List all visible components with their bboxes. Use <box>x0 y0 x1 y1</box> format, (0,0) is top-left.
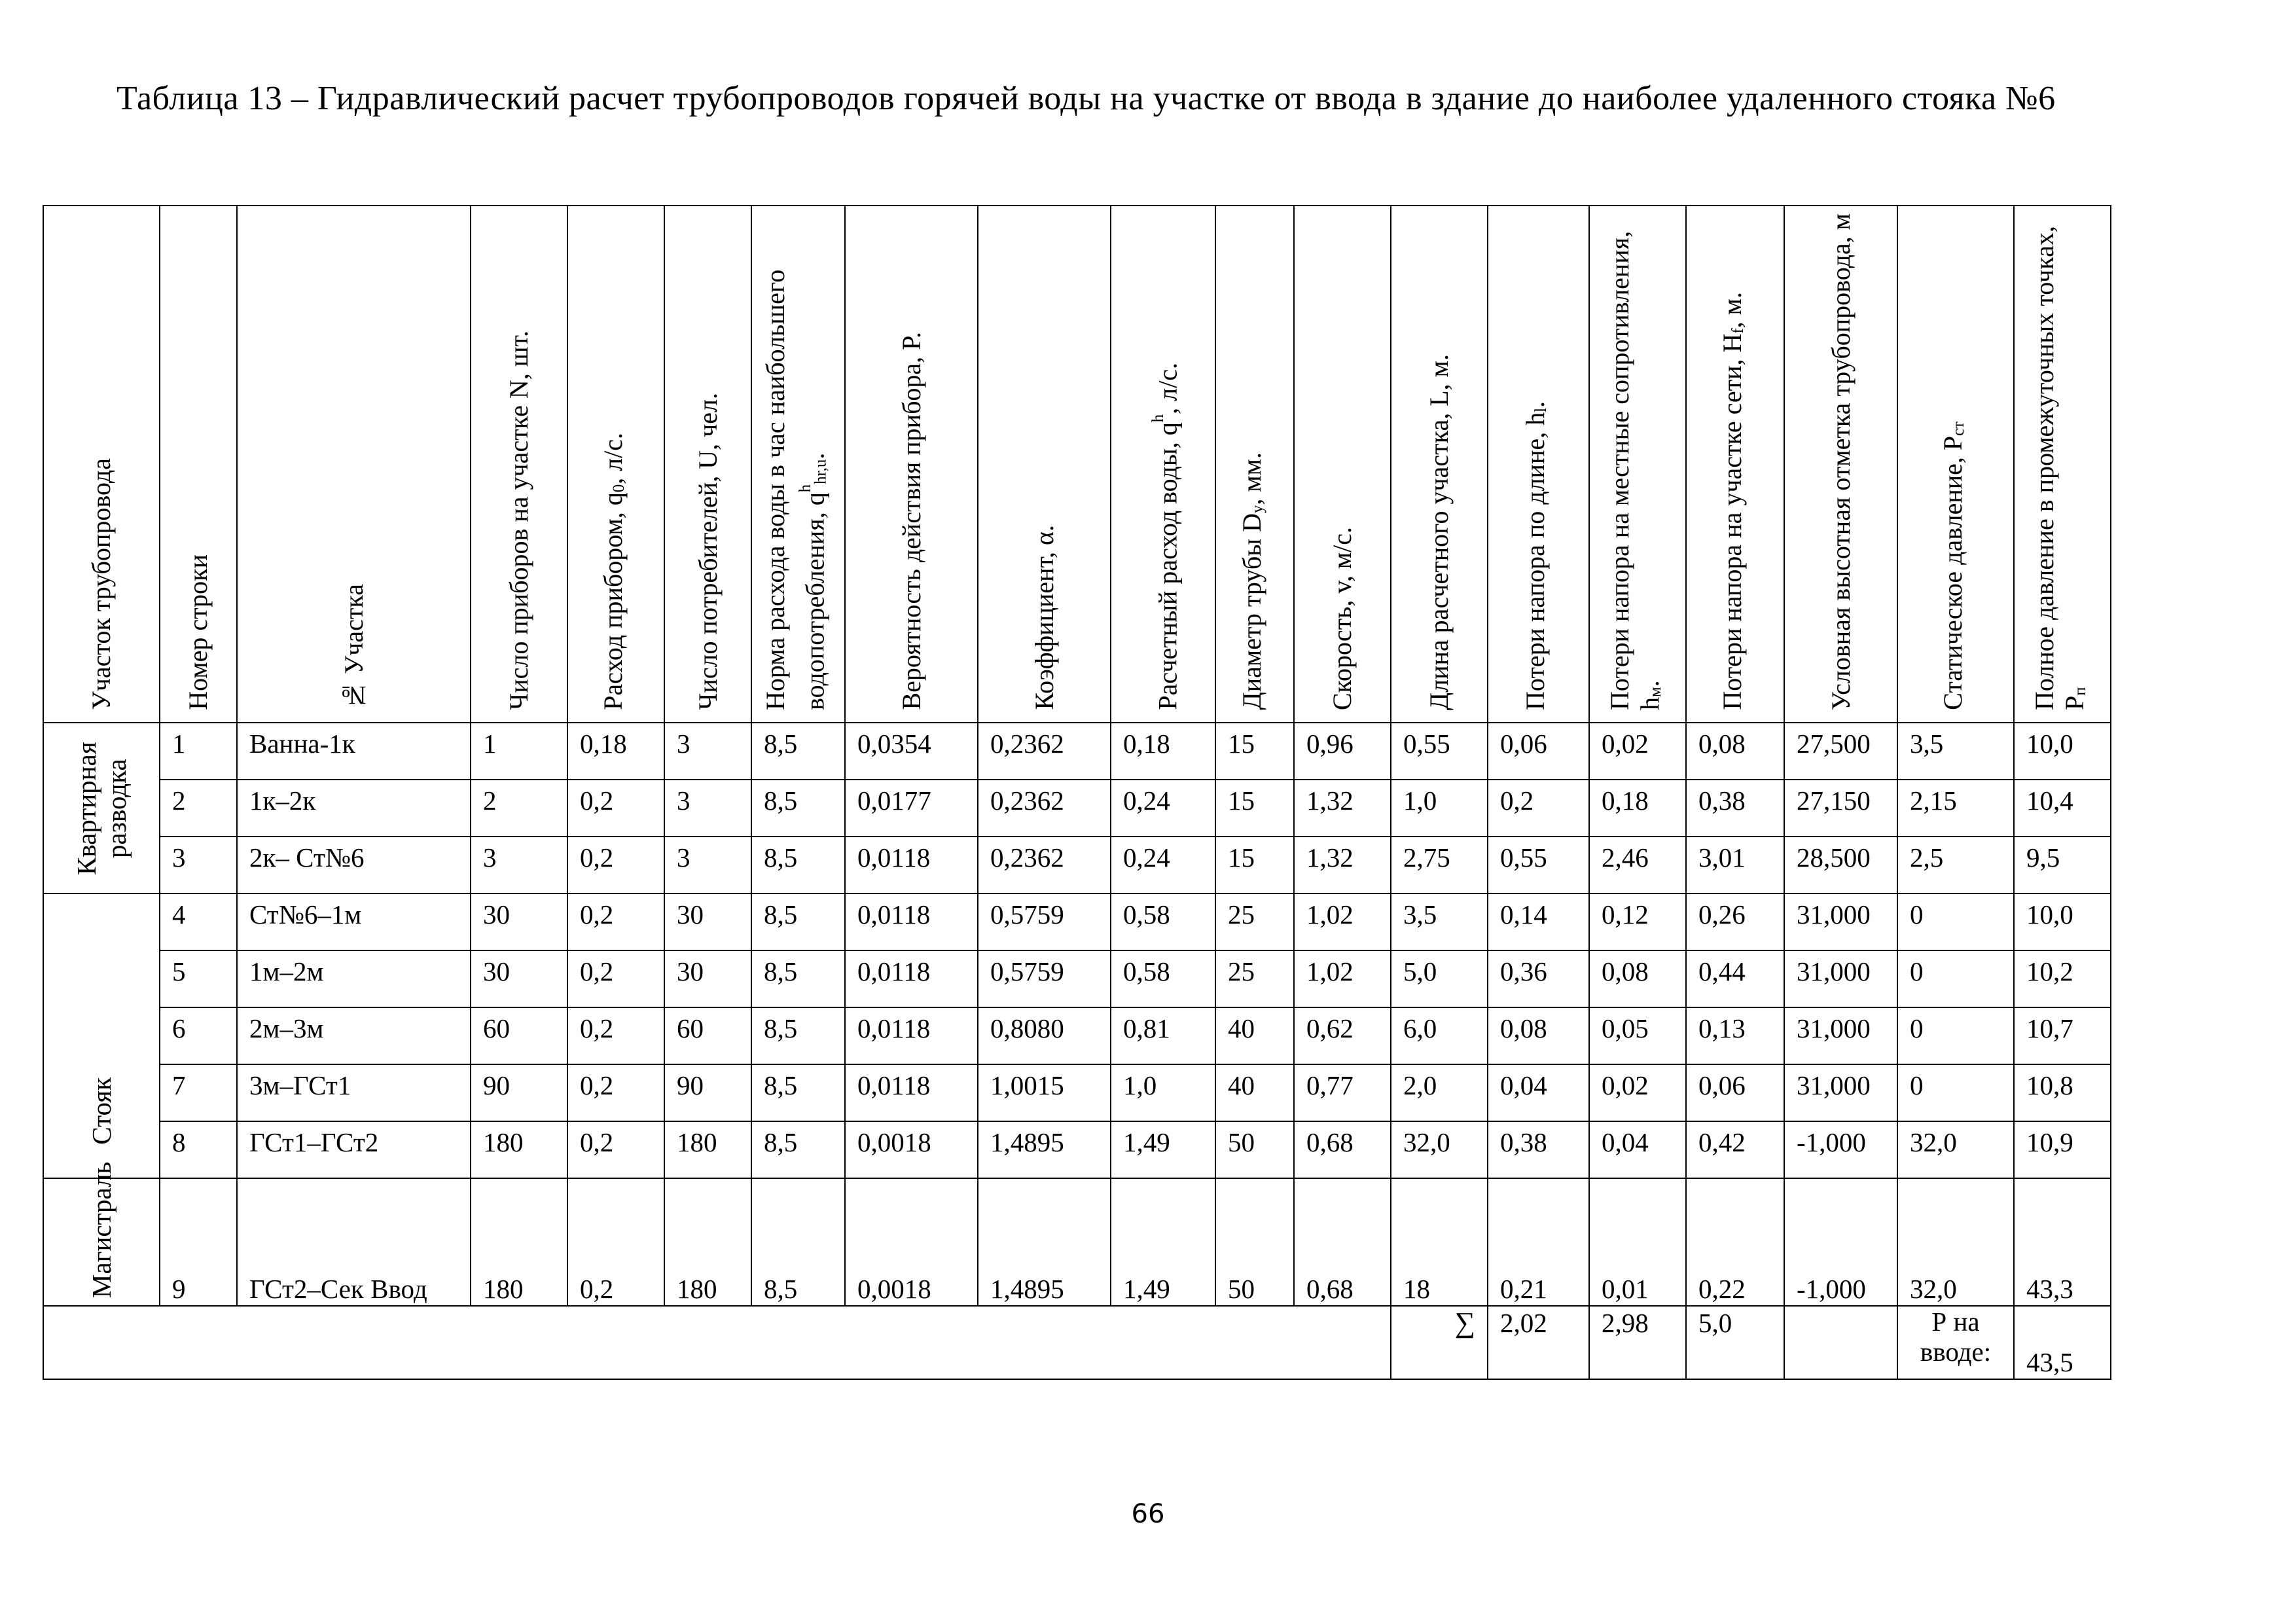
cell: 3,5 <box>1391 893 1488 950</box>
cell: 7 <box>160 1064 237 1121</box>
cell: 0,5759 <box>978 950 1111 1007</box>
cell: 180 <box>471 1121 567 1178</box>
sum-hl: 2,02 <box>1488 1306 1589 1379</box>
cell: 32,0 <box>1897 1121 2014 1178</box>
cell: 0,26 <box>1686 893 1784 950</box>
cell: 1к–2к <box>237 780 471 837</box>
cell: 15 <box>1215 723 1294 780</box>
cell: 180 <box>664 1178 751 1306</box>
cell: 1,0015 <box>978 1064 1111 1121</box>
cell: 10,0 <box>2014 723 2111 780</box>
header-cell: Вероятность действия прибора, P. <box>845 206 978 723</box>
cell: 28,500 <box>1784 837 1897 893</box>
cell: 9 <box>160 1178 237 1306</box>
cell: 0,02 <box>1589 723 1686 780</box>
table-row <box>43 1007 2111 1064</box>
cell: 0,0118 <box>845 1007 978 1064</box>
header-cell: Участок трубопровода <box>43 206 160 723</box>
cell: 8 <box>160 1121 237 1178</box>
cell: 0,77 <box>1294 1064 1391 1121</box>
page-number: 66 <box>1131 1499 1165 1529</box>
cell: 0,5759 <box>978 893 1111 950</box>
cell: 0,2 <box>567 1121 664 1178</box>
cell: 0,18 <box>1589 780 1686 837</box>
cell: 27,500 <box>1784 723 1897 780</box>
cell: 60 <box>471 1007 567 1064</box>
cell: 15 <box>1215 837 1294 893</box>
cell: 0,01 <box>1589 1178 1686 1306</box>
cell: 1,02 <box>1294 950 1391 1007</box>
cell: 0,08 <box>1589 950 1686 1007</box>
cell: 1м–2м <box>237 950 471 1007</box>
cell: 30 <box>664 950 751 1007</box>
cell: 0,96 <box>1294 723 1391 780</box>
cell: 8,5 <box>751 780 845 837</box>
hydraulic-calculation-table <box>43 205 2111 1380</box>
cell: 1,4895 <box>978 1121 1111 1178</box>
cell: 0,0118 <box>845 950 978 1007</box>
cell: 0,2 <box>1488 780 1589 837</box>
cell: 60 <box>664 1007 751 1064</box>
cell: 0,04 <box>1589 1121 1686 1178</box>
cell: 8,5 <box>751 893 845 950</box>
cell: 0,2362 <box>978 780 1111 837</box>
table-row <box>43 780 2111 837</box>
cell: 3,5 <box>1897 723 2014 780</box>
cell: 50 <box>1215 1121 1294 1178</box>
header-cell: Расход прибором, $q_0$, л/с. <box>567 206 664 723</box>
cell: Ванна-1к <box>237 723 471 780</box>
table-row <box>43 1178 2111 1306</box>
cell: 0,21 <box>1488 1178 1589 1306</box>
cell: 0,0118 <box>845 1064 978 1121</box>
cell: 0 <box>1897 950 2014 1007</box>
cell: 15 <box>1215 780 1294 837</box>
cell: 0,36 <box>1488 950 1589 1007</box>
group-label-apartment: Квартирная разводка <box>43 723 160 893</box>
table-caption: Таблица 13 – Гидравлический расчет трубопроводов горячей воды на участке от ввода в здание до наиболее удаленного стояка №6 <box>117 80 2056 117</box>
cell: 1,49 <box>1111 1121 1215 1178</box>
sum-hm: 2,98 <box>1589 1306 1686 1379</box>
header-cell: Потери напора на местные сопротивления, $h_м$. <box>1589 206 1686 723</box>
cell: -1,000 <box>1784 1121 1897 1178</box>
cell: 18 <box>1391 1178 1488 1306</box>
cell: 0,2 <box>567 1064 664 1121</box>
cell: 1 <box>471 723 567 780</box>
cell: 10,4 <box>2014 780 2111 837</box>
cell: 0,0018 <box>845 1121 978 1178</box>
cell: 0,2 <box>567 837 664 893</box>
cell: 8,5 <box>751 1178 845 1306</box>
cell: 90 <box>471 1064 567 1121</box>
table-row <box>43 1064 2111 1121</box>
cell: 9,5 <box>2014 837 2111 893</box>
group-label-main: Магистраль <box>43 1178 160 1306</box>
cell: 0,44 <box>1686 950 1784 1007</box>
header-cell: Коэффициент, α. <box>978 206 1111 723</box>
cell: 8,5 <box>751 837 845 893</box>
cell: 1 <box>160 723 237 780</box>
cell: 0 <box>1897 1064 2014 1121</box>
cell: 10,0 <box>2014 893 2111 950</box>
cell: Ст№6–1м <box>237 893 471 950</box>
cell: 8,5 <box>751 1064 845 1121</box>
cell: 0,55 <box>1488 837 1589 893</box>
header-cell: Диаметр трубы $D_у$, мм. <box>1215 206 1294 723</box>
cell: 0,42 <box>1686 1121 1784 1178</box>
cell: 0,05 <box>1589 1007 1686 1064</box>
header-cell: № Участка <box>237 206 471 723</box>
cell: 0,18 <box>1111 723 1215 780</box>
cell: 0 <box>1897 1007 2014 1064</box>
cell: 2 <box>471 780 567 837</box>
cell: 27,150 <box>1784 780 1897 837</box>
cell: 0,22 <box>1686 1178 1784 1306</box>
header-cell: Потери напора по длине, $h_l$. <box>1488 206 1589 723</box>
inlet-pressure-value: 43,5 <box>2014 1306 2111 1379</box>
cell: 5 <box>160 950 237 1007</box>
cell: 0,0118 <box>845 893 978 950</box>
hydraulic-table-wrapper <box>43 205 2111 1380</box>
cell: 0,14 <box>1488 893 1589 950</box>
cell: 10,7 <box>2014 1007 2111 1064</box>
cell: 0,55 <box>1391 723 1488 780</box>
cell: 10,2 <box>2014 950 2111 1007</box>
header-cell: Норма расхода воды в час наибольшего водопотребления, $q^h_{hr,u}$. <box>751 206 845 723</box>
cell: 0,08 <box>1686 723 1784 780</box>
cell: 0,24 <box>1111 837 1215 893</box>
header-cell: Число потребителей, U, чел. <box>664 206 751 723</box>
cell: 0,38 <box>1686 780 1784 837</box>
cell: 0,81 <box>1111 1007 1215 1064</box>
cell: 1,0 <box>1111 1064 1215 1121</box>
cell: 0 <box>1897 893 2014 950</box>
header-cell: Длина расчетного участка, L, м. <box>1391 206 1488 723</box>
cell: 3 <box>160 837 237 893</box>
cell: 0,2 <box>567 1178 664 1306</box>
cell: 0,0118 <box>845 837 978 893</box>
table-row <box>43 1121 2111 1178</box>
cell: 30 <box>471 893 567 950</box>
sum-sign: ∑ <box>1391 1306 1488 1379</box>
cell: 31,000 <box>1784 1007 1897 1064</box>
cell: 90 <box>664 1064 751 1121</box>
group-label-riser: Стояк <box>43 893 160 1178</box>
cell: 40 <box>1215 1007 1294 1064</box>
cell: 0,06 <box>1686 1064 1784 1121</box>
table-header-row <box>43 206 2111 723</box>
cell: 0,0018 <box>845 1178 978 1306</box>
cell: 10,9 <box>2014 1121 2111 1178</box>
cell: 0,2 <box>567 893 664 950</box>
cell: 32,0 <box>1391 1121 1488 1178</box>
cell: 0,58 <box>1111 950 1215 1007</box>
summary-empty <box>1784 1306 1897 1379</box>
cell: 0,62 <box>1294 1007 1391 1064</box>
cell: 3,01 <box>1686 837 1784 893</box>
cell: 30 <box>664 893 751 950</box>
cell: 0,2362 <box>978 837 1111 893</box>
cell: 3 <box>664 723 751 780</box>
header-cell: Статическое давление, $P_{ст}$ <box>1897 206 2014 723</box>
header-cell: Скорость, v, м/с. <box>1294 206 1391 723</box>
cell: 5,0 <box>1391 950 1488 1007</box>
cell: ГСт1–ГСт2 <box>237 1121 471 1178</box>
table-row <box>43 950 2111 1007</box>
cell: 31,000 <box>1784 893 1897 950</box>
cell: 2,5 <box>1897 837 2014 893</box>
cell: 0,0354 <box>845 723 978 780</box>
inlet-pressure-label: Р на вводе: <box>1897 1306 2014 1379</box>
table-row <box>43 837 2111 893</box>
cell: 0,58 <box>1111 893 1215 950</box>
cell: 2,46 <box>1589 837 1686 893</box>
cell: ГСт2–Сек Ввод <box>237 1178 471 1306</box>
header-cell: Потери напора на участке сети, $H_f$, м. <box>1686 206 1784 723</box>
cell: 0,8080 <box>978 1007 1111 1064</box>
cell: 25 <box>1215 950 1294 1007</box>
cell: 3 <box>664 837 751 893</box>
cell: 0,0177 <box>845 780 978 837</box>
cell: 2,75 <box>1391 837 1488 893</box>
header-cell: Номер строки <box>160 206 237 723</box>
cell: 4 <box>160 893 237 950</box>
cell: 0,68 <box>1294 1121 1391 1178</box>
cell: 1,4895 <box>978 1178 1111 1306</box>
cell: 6,0 <box>1391 1007 1488 1064</box>
cell: 1,32 <box>1294 837 1391 893</box>
cell: 43,3 <box>2014 1178 2111 1306</box>
cell: -1,000 <box>1784 1178 1897 1306</box>
cell: 32,0 <box>1897 1178 2014 1306</box>
cell: 2м–3м <box>237 1007 471 1064</box>
cell: 0,06 <box>1488 723 1589 780</box>
cell: 1,49 <box>1111 1178 1215 1306</box>
sum-hf: 5,0 <box>1686 1306 1784 1379</box>
cell: 3м–ГСт1 <box>237 1064 471 1121</box>
cell: 0,2 <box>567 950 664 1007</box>
cell: 1,32 <box>1294 780 1391 837</box>
cell: 0,04 <box>1488 1064 1589 1121</box>
cell: 0,2 <box>567 780 664 837</box>
cell: 30 <box>471 950 567 1007</box>
header-cell: Число приборов на участке N, шт. <box>471 206 567 723</box>
cell: 10,8 <box>2014 1064 2111 1121</box>
cell: 0,02 <box>1589 1064 1686 1121</box>
summary-row <box>43 1306 2111 1379</box>
cell: 8,5 <box>751 723 845 780</box>
cell: 50 <box>1215 1178 1294 1306</box>
cell: 0,24 <box>1111 780 1215 837</box>
cell: 0,18 <box>567 723 664 780</box>
cell: 2 <box>160 780 237 837</box>
cell: 25 <box>1215 893 1294 950</box>
cell: 3 <box>471 837 567 893</box>
cell: 0,2362 <box>978 723 1111 780</box>
header-cell: Расчетный расход воды, $q^h$, л/с. <box>1111 206 1215 723</box>
cell: 6 <box>160 1007 237 1064</box>
cell: 8,5 <box>751 1121 845 1178</box>
cell: 2,15 <box>1897 780 2014 837</box>
cell: 31,000 <box>1784 950 1897 1007</box>
cell: 8,5 <box>751 950 845 1007</box>
cell: 0,12 <box>1589 893 1686 950</box>
header-cell: Полное давление в промежуточных точках, $P_п$ <box>2014 206 2111 723</box>
cell: 0,68 <box>1294 1178 1391 1306</box>
cell: 180 <box>664 1121 751 1178</box>
cell: 8,5 <box>751 1007 845 1064</box>
table-row <box>43 723 2111 780</box>
header-cell: Условная высотная отметка трубопровода, м <box>1784 206 1897 723</box>
table-row <box>43 893 2111 950</box>
cell: 40 <box>1215 1064 1294 1121</box>
cell: 1,02 <box>1294 893 1391 950</box>
cell: 0,13 <box>1686 1007 1784 1064</box>
cell: 2к– Ст№6 <box>237 837 471 893</box>
cell: 1,0 <box>1391 780 1488 837</box>
cell: 0,38 <box>1488 1121 1589 1178</box>
cell: 0,2 <box>567 1007 664 1064</box>
cell: 31,000 <box>1784 1064 1897 1121</box>
cell: 3 <box>664 780 751 837</box>
cell: 0,08 <box>1488 1007 1589 1064</box>
cell: 180 <box>471 1178 567 1306</box>
cell: 2,0 <box>1391 1064 1488 1121</box>
summary-spacer <box>43 1306 1391 1379</box>
